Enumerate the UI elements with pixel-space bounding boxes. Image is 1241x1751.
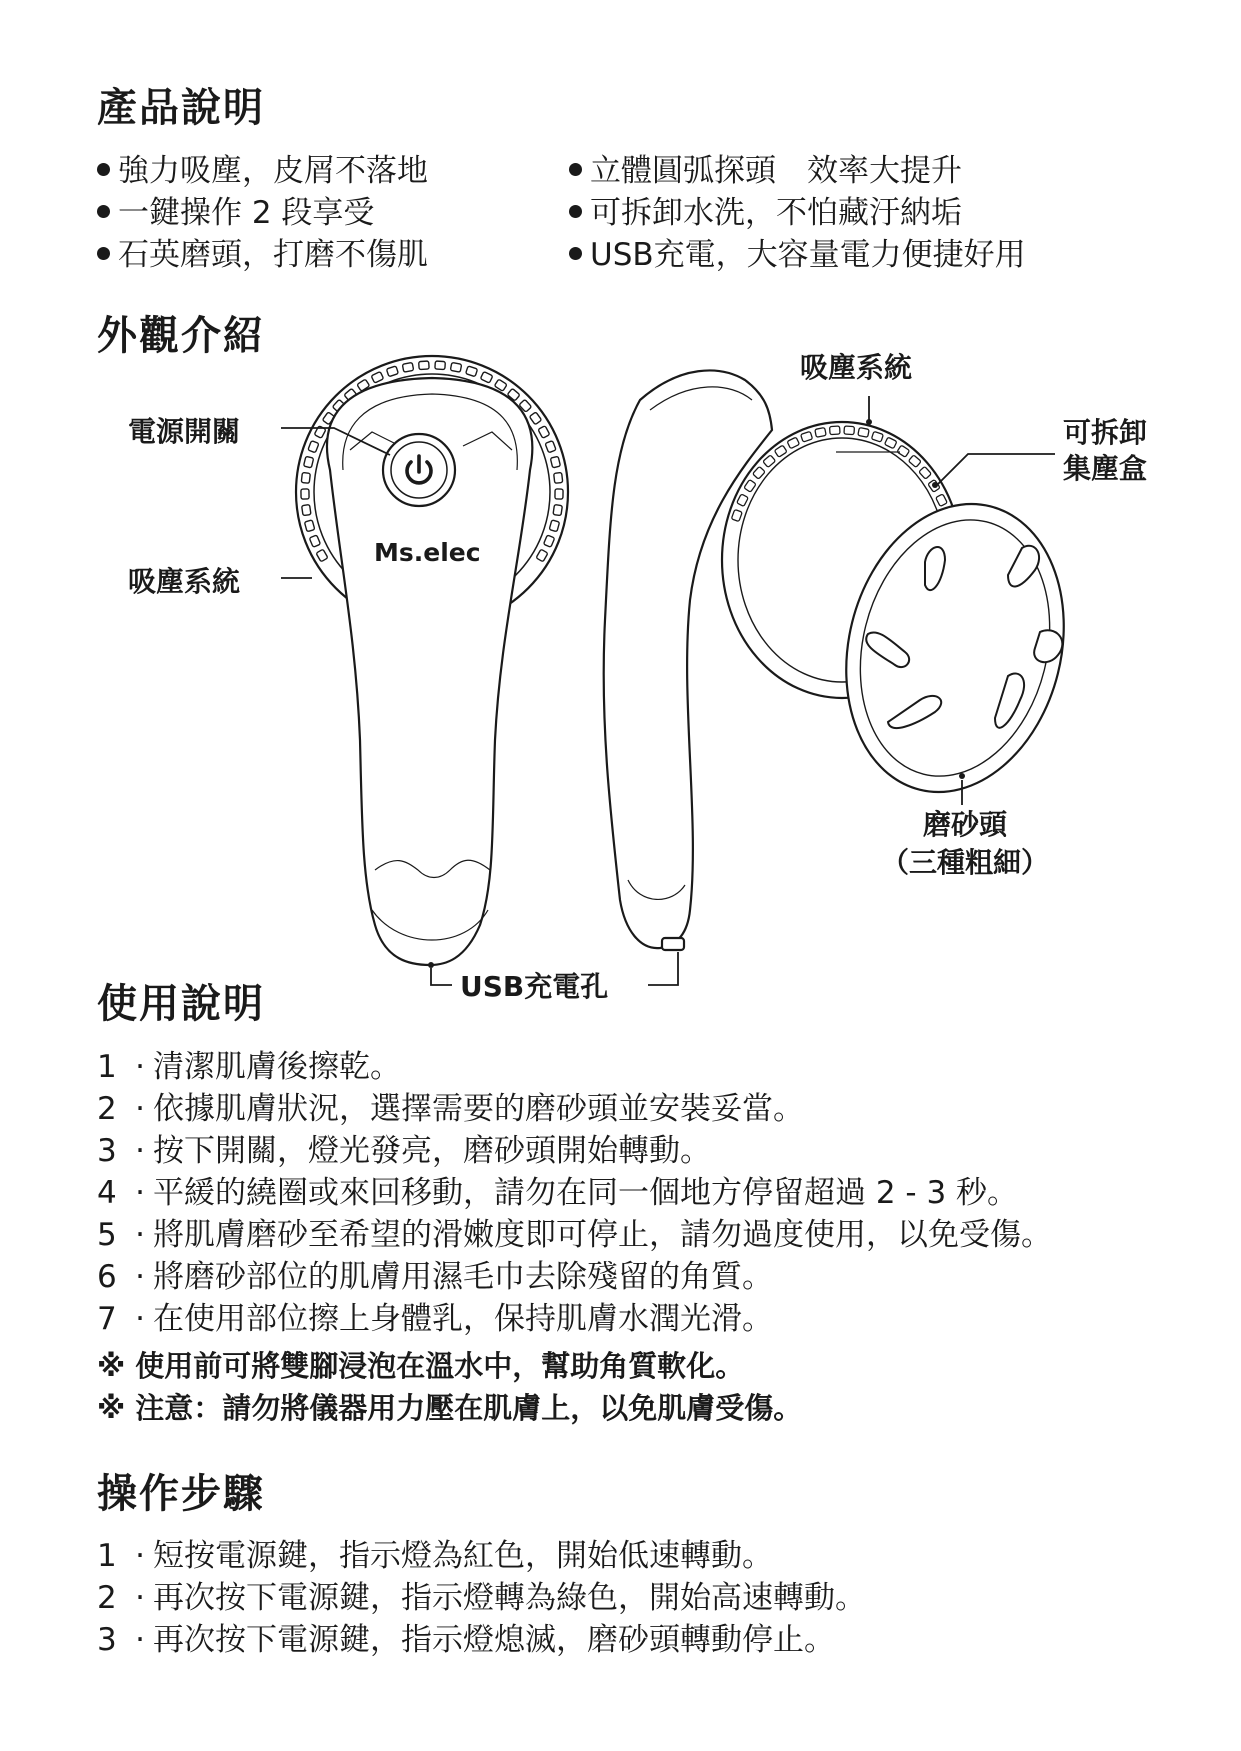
vent-slot xyxy=(480,372,492,384)
vent-slot xyxy=(304,456,314,468)
usb-port-side xyxy=(662,938,684,950)
usage-title: 使用說明 xyxy=(97,981,265,1027)
usage-step: 3 · 按下開關，燈光發亮，磨砂頭開始轉動。 xyxy=(97,1133,711,1169)
vent-slot xyxy=(308,441,319,453)
vent-slot xyxy=(309,535,320,547)
product-intro-title: 產品說明 xyxy=(97,85,265,131)
label-dust-box: 可拆卸 集塵盒 xyxy=(1063,416,1148,485)
leader-dust-box xyxy=(938,454,1055,484)
usage-step: 7 · 在使用部位擦上身體乳，保持肌膚水潤光滑。 xyxy=(97,1301,773,1337)
appearance-title: 外觀介紹 xyxy=(97,313,265,359)
brand-logo: Ms.elec xyxy=(374,538,481,567)
leader-usb-right xyxy=(648,952,678,985)
usage-steps xyxy=(97,1046,1052,1340)
vent-slot xyxy=(549,520,559,532)
usage-step: 6 · 將磨砂部位的肌膚用濕毛巾去除殘留的角質。 xyxy=(97,1259,773,1295)
device-body-side xyxy=(604,370,772,948)
vent-slot xyxy=(301,472,310,483)
vent-slot xyxy=(371,372,383,384)
feature-item: 石英磨頭，打磨不傷肌 xyxy=(97,234,428,276)
vent-slot xyxy=(466,366,478,377)
vent-slot xyxy=(529,412,541,425)
operation-step: 3 · 再次按下電源鍵，指示燈熄滅，磨砂頭轉動停止。 xyxy=(97,1622,835,1658)
label-suction-left: 吸塵系統 xyxy=(128,565,241,598)
vent-slot xyxy=(450,362,461,372)
usage-note: ※ 使用前可將雙腳浸泡在溫水中，幫助角質軟化。 xyxy=(97,1349,745,1383)
vent-slot xyxy=(304,520,314,532)
vent-slot xyxy=(538,426,550,439)
vent-slot xyxy=(555,489,563,499)
label-power-switch: 電源開關 xyxy=(128,415,241,448)
usage-step: 1 · 清潔肌膚後擦乾。 xyxy=(97,1049,401,1085)
feature-item: 可拆卸水洗，不怕藏汙納垢 xyxy=(569,192,1026,234)
vent-slot xyxy=(316,549,328,562)
vent-slot xyxy=(550,456,560,468)
vent-slot xyxy=(536,549,548,562)
vent-slot xyxy=(435,361,445,370)
feature-item: USB充電，大容量電力便捷好用 xyxy=(569,234,1026,276)
vent-slot xyxy=(545,441,556,453)
vent-slot xyxy=(553,505,562,516)
vent-slot xyxy=(302,505,311,516)
leader-usb-left xyxy=(431,968,452,985)
vent-slot xyxy=(402,362,413,372)
label-suction-top: 吸塵系統 xyxy=(800,351,913,384)
vent-slot xyxy=(301,489,309,499)
usage-notes xyxy=(97,1345,802,1429)
feature-item: 立體圓弧探頭 效率大提升 xyxy=(569,150,1026,192)
feature-item: 強力吸塵，皮屑不落地 xyxy=(97,150,428,192)
operation-steps xyxy=(97,1535,866,1661)
usage-step: 4 · 平緩的繞圈或來回移動，請勿在同一個地方停留超過 2 - 3 秒。 xyxy=(97,1175,1019,1211)
operation-title: 操作步驟 xyxy=(97,1471,265,1517)
feature-item: 一鍵操作 2 段享受 xyxy=(97,192,428,234)
usage-note: ※ 注意：請勿將儀器用力壓在肌膚上，以免肌膚受傷。 xyxy=(97,1391,803,1425)
vent-slot xyxy=(554,472,563,483)
usage-step: 2 · 依據肌膚狀況，選擇需要的磨砂頭並安裝妥當。 xyxy=(97,1091,804,1127)
vent-slot xyxy=(543,535,554,547)
label-usb-port: USB充電孔 xyxy=(460,970,609,1003)
vent-slot xyxy=(419,361,429,370)
operation-step: 2 · 再次按下電源鍵，指示燈轉為綠色，開始高速轉動。 xyxy=(97,1580,866,1616)
vent-slot xyxy=(386,366,398,377)
operation-step: 1 · 短按電源鍵，指示燈為紅色，開始低速轉動。 xyxy=(97,1538,773,1574)
label-grinding-head: 磨砂頭 （三種粗細） xyxy=(880,808,1049,879)
usage-step: 5 · 將肌膚磨砂至希望的滑嫩度即可停止，請勿過度使用，以免受傷。 xyxy=(97,1217,1052,1253)
